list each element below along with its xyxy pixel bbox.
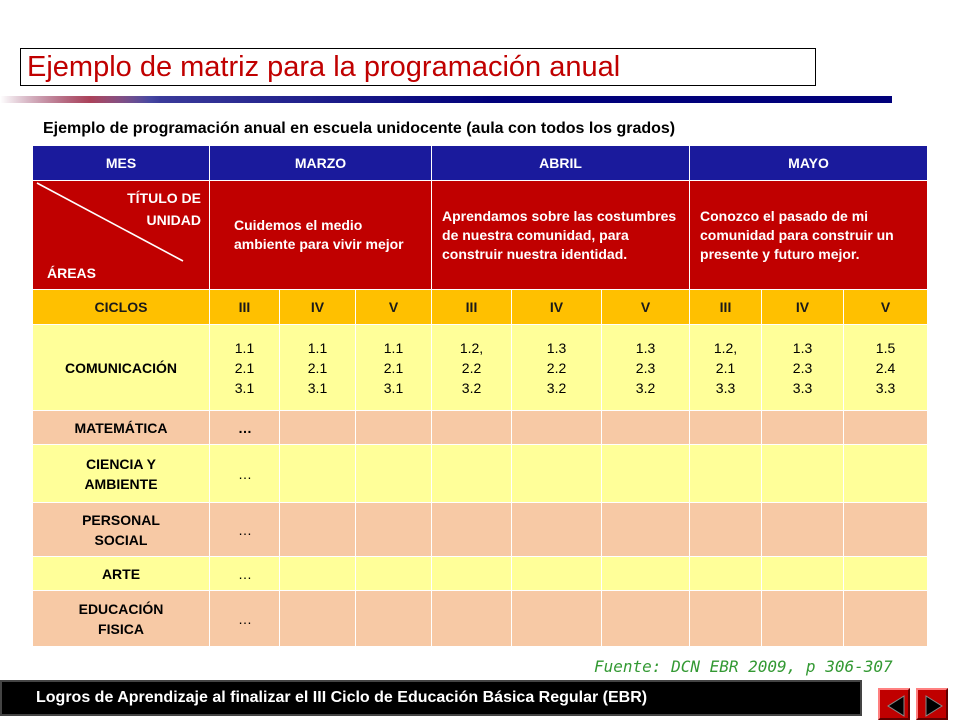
area-comunicacion: COMUNICACIÓN: [33, 325, 210, 411]
cycles-row: [33, 290, 928, 325]
competence-codes-cell: 1.3 2.2 3.2: [512, 325, 602, 411]
area-personal-social: PERSONAL SOCIAL: [33, 503, 210, 557]
month-abril: ABRIL: [432, 146, 690, 181]
area-ciencia-ambiente: CIENCIA Y AMBIENTE: [33, 445, 210, 503]
previous-slide-button[interactable]: [878, 688, 910, 720]
diagonal-header-cell: [33, 181, 210, 290]
month-mayo: MAYO: [690, 146, 928, 181]
competence-codes-cell: 1.2, 2.2 3.2: [432, 325, 512, 411]
cycle-cell: V: [602, 290, 690, 325]
ciclos-label: CICLOS: [33, 290, 210, 325]
table-subtitle: Ejemplo de programación anual en escuela unidocente (aula con todos los grados): [43, 120, 676, 137]
month-header-row: [33, 146, 928, 181]
cycle-cell: V: [356, 290, 432, 325]
cycle-cell: IV: [762, 290, 844, 325]
ciencia-row: [33, 445, 928, 503]
footer-banner: Logros de Aprendizaje al finalizar el III Ciclo de Educación Básica Regular (EBR): [0, 680, 862, 716]
slide-title: Ejemplo de matriz para la programación anual: [20, 48, 816, 86]
cycle-cell: IV: [512, 290, 602, 325]
title-underline-accent: [0, 96, 150, 103]
cycle-cell: III: [210, 290, 280, 325]
next-slide-button[interactable]: [916, 688, 948, 720]
titulo-label-line2: UNIDAD: [146, 212, 201, 228]
area-arte: ARTE: [33, 557, 210, 591]
educacion-fisica-row: [33, 591, 928, 647]
triangle-left-icon: [884, 694, 908, 718]
cycle-cell: III: [690, 290, 762, 325]
personal-social-row: [33, 503, 928, 557]
placeholder-ellipsis: …: [210, 411, 280, 445]
titulo-label-line1: TÍTULO DE: [127, 190, 201, 206]
placeholder-ellipsis: …: [210, 503, 280, 557]
unit-title-mayo: Conozco el pasado de mi comunidad para construir un presente y futuro mejor.: [690, 181, 928, 290]
cycle-cell: V: [844, 290, 928, 325]
unit-title-marzo: Cuidemos el medio ambiente para vivir mejor: [210, 181, 432, 290]
month-marzo: MARZO: [210, 146, 432, 181]
competence-codes-cell: 1.1 2.1 3.1: [210, 325, 280, 411]
area-matematica: MATEMÁTICA: [33, 411, 210, 445]
unit-title-abril: Aprendamos sobre las costumbres de nuestra comunidad, para construir nuestra identidad.: [432, 181, 690, 290]
area-educacion-fisica: EDUCACIÓN FISICA: [33, 591, 210, 647]
areas-label: ÁREAS: [47, 265, 97, 281]
arte-row: [33, 557, 928, 591]
titulo-unidad-label: [127, 187, 201, 231]
placeholder-ellipsis: …: [210, 557, 280, 591]
competence-codes-cell: 1.3 2.3 3.2: [602, 325, 690, 411]
matematica-row: [33, 411, 928, 445]
source-citation: Fuente: DCN EBR 2009, p 306-307: [594, 657, 893, 676]
competence-codes-cell: 1.1 2.1 3.1: [280, 325, 356, 411]
placeholder-ellipsis: …: [210, 591, 280, 647]
unit-title-row: [33, 181, 928, 290]
mes-label: MES: [33, 146, 210, 181]
competence-codes-cell: 1.2, 2.1 3.3: [690, 325, 762, 411]
cycle-cell: IV: [280, 290, 356, 325]
competence-codes-cell: 1.1 2.1 3.1: [356, 325, 432, 411]
placeholder-ellipsis: …: [210, 445, 280, 503]
comunicacion-row: [33, 325, 928, 411]
competence-codes-cell: 1.5 2.4 3.3: [844, 325, 928, 411]
competence-codes-cell: 1.3 2.3 3.3: [762, 325, 844, 411]
programming-matrix-table: [32, 145, 928, 647]
cycle-cell: III: [432, 290, 512, 325]
triangle-right-icon: [922, 694, 946, 718]
